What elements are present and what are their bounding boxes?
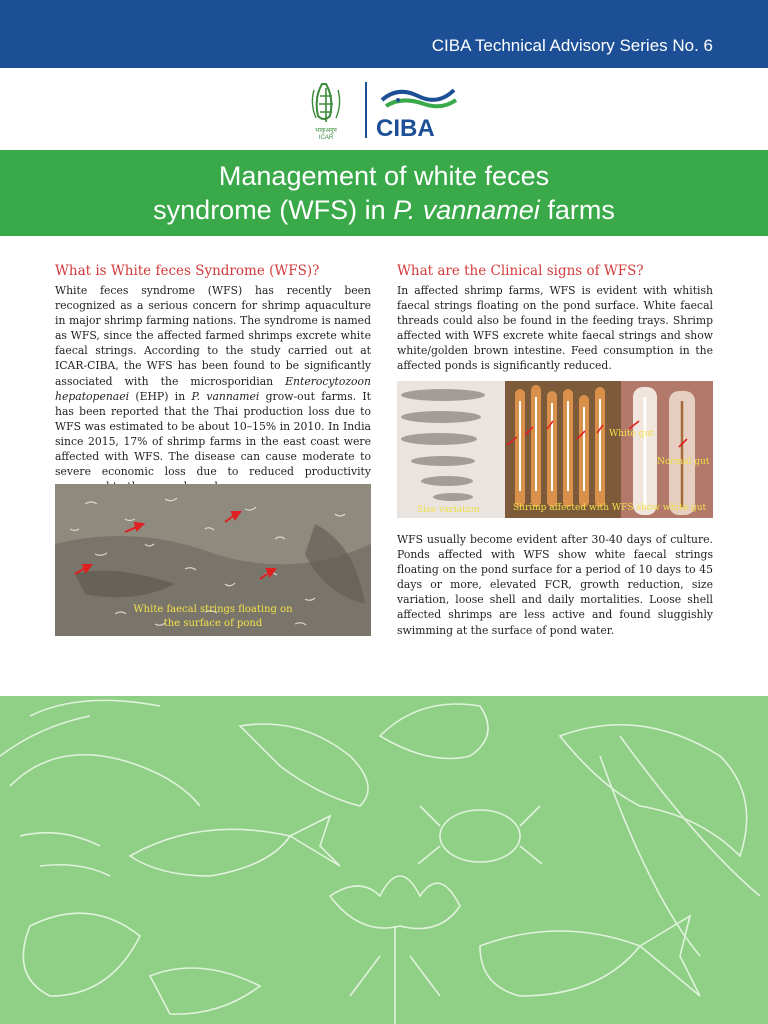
logos	[300, 78, 470, 142]
pond-photo	[55, 484, 371, 636]
title-line-2-a: syndrome (WFS) in	[153, 195, 394, 225]
label-affected: Shrimp affected with WFS show white gut	[513, 503, 707, 513]
title-banner	[0, 150, 768, 236]
left-p1-mid: (EHP) in	[129, 389, 192, 403]
pond-caption-1: White faecal strings floating on	[133, 604, 293, 615]
left-p1: White feces syndrome (WFS) has recently been recognized as a serious concern for shrimp aquaculture in major shrimp farming nations. The syndrome is named as WFS, since the affected farmed shrimps excrete white faecal strings. According to the study carried out at ICAR-CIBA, the WFS has been found to be significantly associated with the microsporidian	[55, 284, 371, 388]
left-heading: What is White feces Syndrome (WFS)?	[55, 263, 320, 279]
icar-logo	[312, 84, 339, 141]
right-paragraph-2: WFS usually become evident after 30-40 days of culture. Ponds affected with WFS show white faecal strings floating on the pond surface for a period of 10 days to 45 days or more, elevated FCR, growth reduction, size variation, loose shell and daily mortalities. Loose shell affected shrimps are less active and found sluggishly swimming at the surface of pond water.	[397, 533, 713, 637]
pond-caption-2: the surface of pond	[163, 618, 263, 629]
title-line-2-b: farms	[539, 195, 615, 225]
right-paragraph-1: In affected shrimp farms, WFS is evident with whitish faecal strings floating on the pond surface. White faecal threads could also be found in the feeding trays. Shrimp affected with WFS excrete white faecal strings and show white/golden brown intestine. Feed consumption in the affected ponds is significantly reduced.	[397, 284, 713, 373]
label-normal-gut: Normal gut	[657, 457, 710, 467]
svg-text:ICAR: ICAR	[318, 135, 334, 141]
header-bar	[0, 0, 768, 68]
marine-illustration	[0, 696, 768, 1024]
right-heading: What are the Clinical signs of WFS?	[397, 263, 644, 279]
series-label: CIBA Technical Advisory Series No. 6	[431, 36, 713, 55]
svg-text:CIBA: CIBA	[376, 115, 435, 142]
left-p1-italic: Enterocytozoon hepatopenaei	[55, 374, 371, 403]
title-line-2-italic: P. vannamei	[393, 195, 540, 225]
left-paragraph	[55, 283, 371, 494]
title-line-1: Management of white feces	[218, 161, 550, 191]
shrimp-photo-art	[397, 381, 713, 518]
label-white-gut: White gut	[609, 429, 654, 439]
label-size-variation: Size variation	[417, 505, 480, 515]
ciba-logo	[376, 90, 456, 142]
left-p1-italic2: P. vannamei	[191, 389, 260, 403]
decorative-footer	[0, 696, 768, 1024]
left-p1-end: grow-out farms. It has been reported that the Thai production loss due to WFS was estimated to be about 10–15% in 2010. In India since 2015, 17% of shrimp farms in the east coast were affected with WFS. The disease can cause moderate to severe economic loss due to reduced productivity	[55, 389, 371, 479]
title-line-2	[0, 193, 768, 227]
svg-text:भाकृअनुप: भाकृअनुप	[315, 128, 337, 134]
shrimp-photo-strip	[397, 381, 713, 518]
